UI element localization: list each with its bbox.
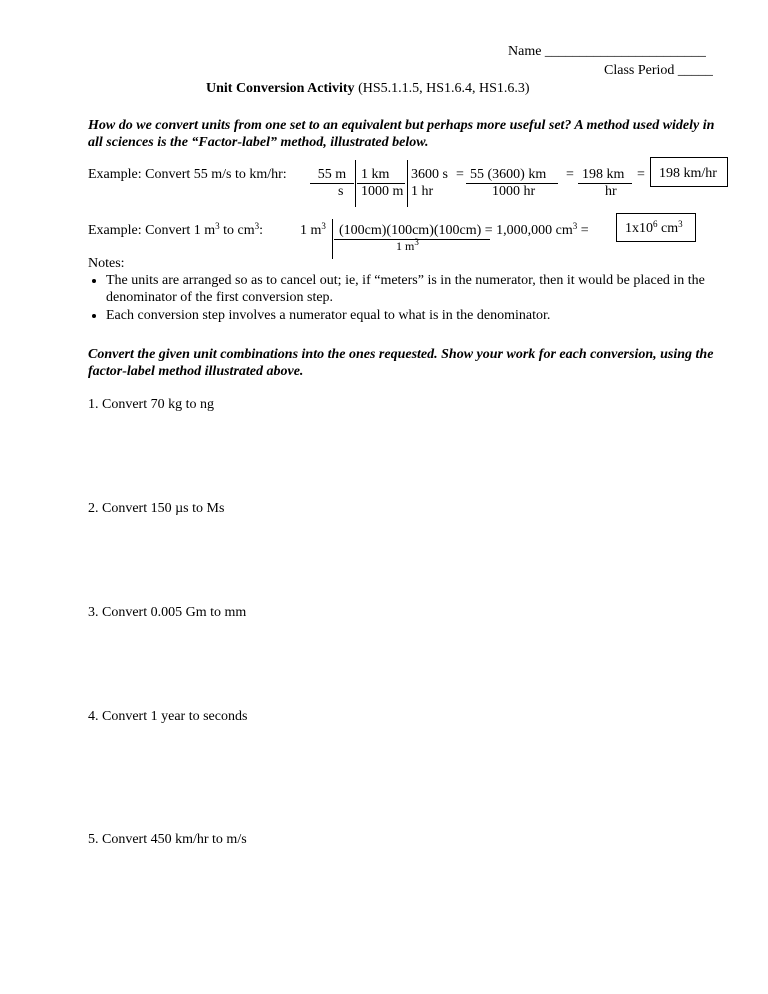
example2-num-2 [339,223,589,239]
example1-equals-2: = [566,167,574,182]
example2-answer-box [616,213,696,242]
example1-num-4: 55 (3600) km [470,167,547,182]
example1-answer: 198 km/hr [659,166,717,181]
name-field-label: Name _______________________ [508,44,706,59]
example2-den-2 [396,239,419,254]
example1-num-1: 55 m [317,167,347,182]
example2-divider [332,219,333,259]
note-item: • Each conversion step involves a numerator equal to what is in the denominator. [106,307,746,324]
example1-answer-box [650,157,728,187]
example2-num-2-text: (100cm)(100cm)(100cm) = 1,000,000 cm [339,223,573,238]
notes-heading: Notes: [88,256,125,271]
example2-num-1-base: 1 m [300,223,322,238]
example1-divider-2 [407,160,408,207]
example2-den-2-base: 1 m [396,239,415,253]
example2-num-2-sup: 3 [572,221,578,231]
page-title [206,81,530,97]
example2-label-suffix: : [259,223,264,238]
example2-label-prefix: Example: Convert 1 m [88,223,216,238]
example1-den-1: s [338,184,344,199]
problem-item: 5. Convert 450 km/hr to m/s [88,832,247,847]
intro-question: How do we convert units from one set to an equivalent but perhaps more useful set? A method used widely in all sciences is the “Factor-label” method, illustrated below. [88,118,715,150]
problem-item: 4. Convert 1 year to seconds [88,709,248,724]
example2-den-2-sup: 3 [414,237,419,247]
example1-num-5: 198 km [582,167,625,182]
example2-label-mid: to cm [219,223,255,238]
example2-answer-unit: cm [657,221,679,236]
note-item: • The units are arranged so as to cancel out; ie, if “meters” is in the numerator, then it would be placed in the denominator of the first conversion step. [106,272,746,306]
problem-item: 1. Convert 70 kg to ng [88,397,214,412]
example1-underline-1 [310,183,354,184]
notes-list [88,272,746,325]
example1-den-2: 1000 m [361,184,404,199]
example1-equals-3: = [637,167,645,182]
example2-label-sup-1: 3 [215,221,220,231]
example2-answer-base: 1x10 [625,221,653,236]
standards-text: (HS5.1.1.5, HS1.6.4, HS1.6.3) [358,81,530,96]
example2-num-1-sup: 3 [321,221,326,231]
example2-num-1 [300,223,326,239]
title-text: Unit Conversion Activity [206,81,355,96]
example1-equals-1: = [456,167,464,182]
example1-divider-1 [355,160,356,207]
example1-num-3: 3600 s [411,167,448,182]
example2-answer-exp: 6 [653,219,658,229]
example2-label [88,223,263,239]
problem-item: 3. Convert 0.005 Gm to mm [88,605,247,620]
example1-den-3: 1 hr [411,184,434,199]
example2-equals: = [577,223,589,238]
problem-item: 2. Convert 150 µs to Ms [88,501,225,516]
instructions: Convert the given unit combinations into the ones requested. Show your work for each conversion, using the factor-label method illustrated above. [88,347,714,379]
example1-num-2: 1 km [361,167,390,182]
example1-den-5: hr [605,184,617,199]
example1-den-4: 1000 hr [492,184,536,199]
example2-answer [625,221,683,237]
class-period-label: Class Period _____ [604,63,713,78]
example2-answer-unit-sup: 3 [678,219,683,229]
example2-label-sup-2: 3 [254,221,260,231]
example1-label: Example: Convert 55 m/s to km/hr: [88,167,287,182]
